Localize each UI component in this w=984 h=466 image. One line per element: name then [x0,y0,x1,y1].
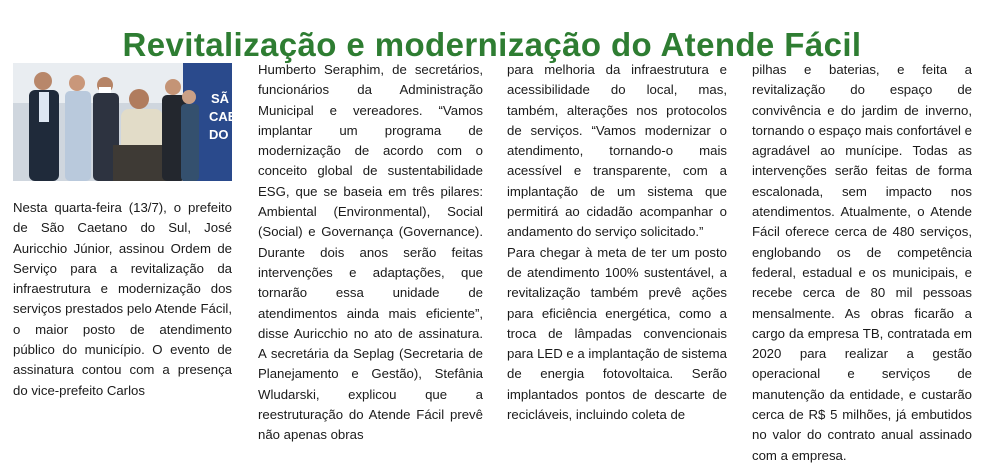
svg-text:CAE: CAE [209,109,237,124]
column-2-text: Humberto Seraphim, de secretários, funcionários da Administração Municipal e vereadores. “Vamos implantar um programa de modernização de acordo com o conceito global de sustentabilidade ESG, que se baseia em três pilares: Ambiental (Environmental), Social (Social) e Governança (Governance). Durante dois anos serão feitas intervenções e adaptações, que tornarão essa unidade de atendimentos ainda mais eficiente”, disse Auricchio no ato de assinatura. A secretária da Seplag (Secretaria de Planejamento e Gestão), Stefânia Wludarski, explicou que a reestruturação do Atende Fácil prevê não apenas obras [258,62,483,443]
column-1-text: Nesta quarta-feira (13/7), o prefeito de São Caetano do Sul, José Auricchio Júnior, assinou Ordem de Serviço para a revitalização da infraestrutura e modernização dos serviços prestados pelo Atende Fácil, o maior posto de atendimento público do município. O evento de assinatura contou com a presença do vice-prefeito Carlos [13,200,232,398]
column-4-text: pilhas e baterias, e feita a revitalização do espaço de convivência e do jardim de inverno, tornando o espaço mais confortável e agradável ao munícipe. Todas as intervenções serão feitas de forma escalonada, sem impacto nos atendimentos. Atualmente, o Atende Fácil oferece cerca de 480 serviços, englobando os de competência federal, estadual e os municipais, e recebe cerca de 80 mil pessoas mensalmente. As obras ficarão a cargo da empresa TB, contratada em 2020 para realizar a gestão operacional e serviços de manutenção da entidade, e custarão cerca de R$ 5 milhões, já embutidos no valor do contrato anual assinado com a empresa. [752,62,972,463]
article-column-1 [13,198,232,401]
column-3-paragraph-2: Para chegar à meta de ter um posto de atendimento 100% sustentável, a revitalização também prevê ações para eficiência energética, como a troca de lâmpadas convencionais para LED e a implantação de sistema de energia fotovoltaica. Serão implantados pontos de descarte de recicláveis, incluindo coleta de [507,244,727,423]
article-column-3 [507,60,727,425]
article-column-2 [258,60,483,446]
svg-text:DO: DO [209,127,229,142]
signing-ceremony-photo [13,63,237,181]
article-column-4 [752,60,972,466]
column-3-paragraph-1: para melhoria da infraestrutura e acessibilidade do local, mas, também, alterações nos protocolos de serviços. “Vamos modernizar o atendimento, tornando-o mais acessível e transparente, com a implantação de um sistema que permitirá ao cidadão acompanhar o andamento do serviço solicitado.” [507,62,727,240]
article-headline: Revitalização e modernização do Atende Fácil [122,26,862,64]
svg-text:SÃ: SÃ [211,91,230,106]
article-photo [13,63,237,181]
